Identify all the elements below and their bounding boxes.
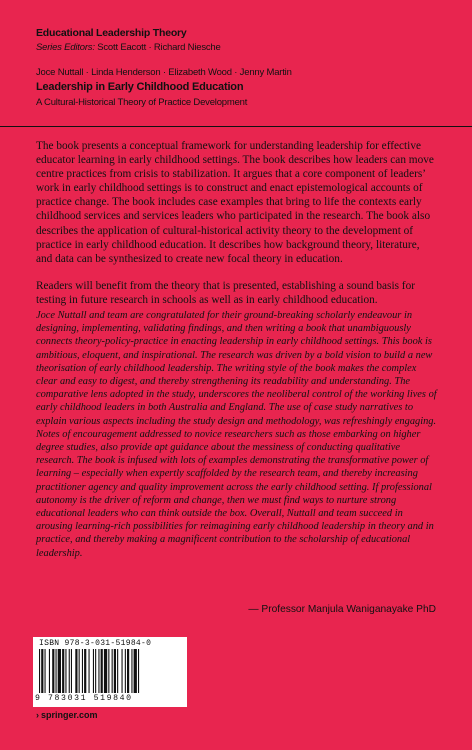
header-divider: [0, 126, 472, 127]
series-info: [36, 27, 221, 53]
arrow-icon: ›: [36, 710, 39, 720]
review-quote: Joce Nuttall and team are congratulated for their ground-breaking scholarly endeavour in designing, implementing, validating findings, and then writing a book that unambiguously connects theory-policy-practice in enacting leadership in early childhood settings. This book is ambitious, eloquent, and inspirational. The research was driven by a bold vision to build a new theorisation of early childhood leadership. The writing style of the book makes the complex clear and easy to digest, and thereby strengthening its readability and understanding. The comparative lens adopted in the study, underscores the neoliberal control of the working lives of early childhood leaders in both Australia and England. The use of case study narratives to explain various aspects including the study design and methodology, was refreshingly engaging. Notes of encouragement addressed to novice researchers such as those embarking on higher degree studies, also provide apt guidance about the messiness of conducting qualitative research. The book is infused with lots of examples demonstrating the transformative power of learning – especially when expertly scaffolded by the research team, and thereby increasing practitioner agency and quality improvement across the early childhood setting. If professional autonomy is the driver of reform and change, then we must find ways to nurture strong educational leaders who can think outside the box. Overall, Nuttall and team succeed in arousing learning-rich possibilities for reimagining early childhood leadership in theory and in practice, and thereby making a magnificent contribution to the scholarship of educational leadership.: [36, 310, 437, 559]
publisher-site: springer.com: [41, 710, 98, 720]
description-paragraph-2: Readers will benefit from the theory that is presented, establishing a sound basis for testing in future research in schools as well as in early childhood education.: [36, 279, 415, 306]
publisher-link[interactable]: [36, 710, 98, 720]
review-attribution: — Professor Manjula Waniganayake PhD: [248, 604, 436, 615]
book-header: [36, 67, 292, 108]
book-subtitle: A Cultural-Historical Theory of Practice Development: [36, 97, 248, 108]
series-title: Educational Leadership Theory: [36, 27, 187, 39]
series-editors: [36, 42, 221, 53]
book-authors: Joce Nuttall · Linda Henderson · Elizabeth Wood · Jenny Martin: [36, 67, 292, 78]
series-editors-label: Series Editors:: [36, 42, 95, 53]
book-title: Leadership in Early Childhood Education: [36, 81, 244, 93]
ean-number: 9 783031 519840: [35, 694, 133, 703]
isbn-barcode: [33, 637, 187, 707]
series-editors-names: Scott Eacott · Richard Niesche: [97, 42, 221, 53]
description-paragraph-1: The book presents a conceptual framework for understanding leadership for effective educator learning in early childhood settings. The book describes how leaders can move centre practices from crisis to stabilization. It argues that a core component of leaders’ work in early childhood settings is to construct and enact epistemological accounts of practice change. The book includes case examples that bring to life the contexts early childhood services and services leaders who participated in the research. The book also describes the application of cultural-historical activity theory to the development of practice in early childhood education. It describes how background theory, literature, and data can be synthesized to create new focal theory in education.: [36, 140, 434, 265]
book-description: [36, 139, 438, 320]
isbn-number: ISBN 978-3-031-51984-0: [39, 639, 152, 648]
barcode-icon: [39, 649, 181, 693]
